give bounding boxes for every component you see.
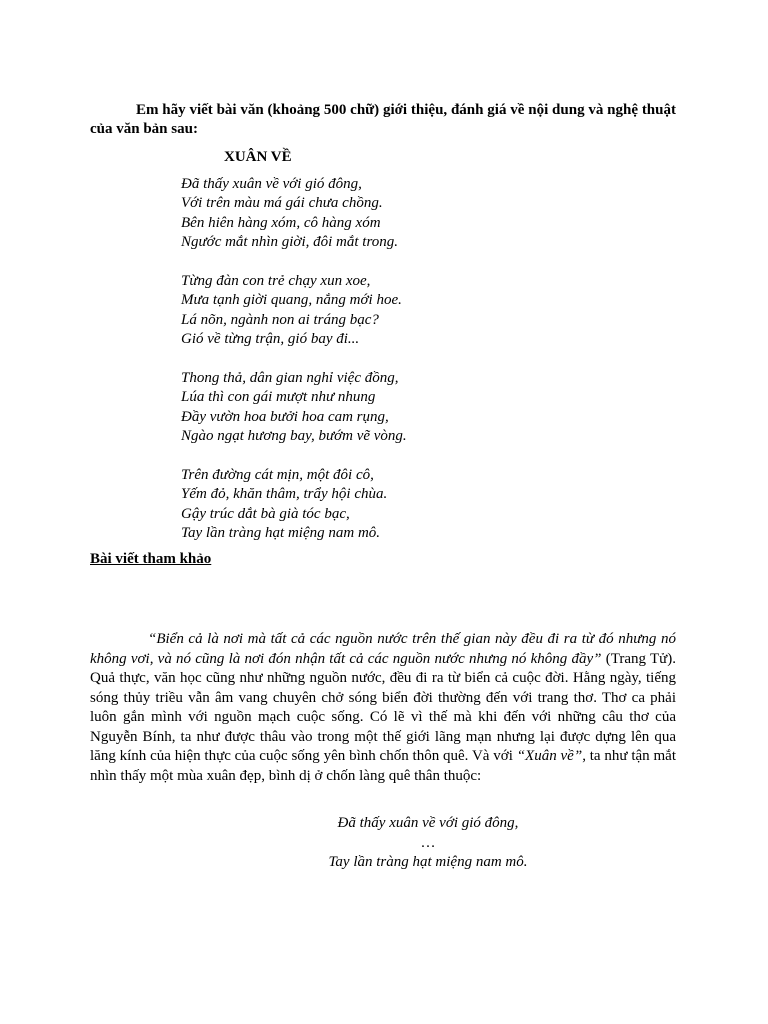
- quoted-verses: [218, 814, 638, 873]
- poem-line: Từng đàn con trẻ chạy xun xoe,: [181, 273, 371, 290]
- poem-line: Ngào ngạt hương bay, bướm vẽ vòng.: [181, 428, 407, 445]
- poem-line: Thong thả, dân gian nghỉ việc đồng,: [181, 370, 399, 387]
- quoted-line-1: Đã thấy xuân về với gió đông,: [337, 815, 519, 831]
- essay-poem-name: “Xuân về”: [516, 748, 583, 764]
- poem-line: Đã thấy xuân về với gió đông,: [181, 176, 362, 192]
- poem-body: [181, 175, 581, 563]
- poem-stanza-4: [181, 466, 581, 544]
- poem-line: Gậy trúc dắt bà già tóc bạc,: [181, 505, 350, 522]
- poem-line: Lá nõn, ngành non ai tráng bạc?: [181, 311, 379, 328]
- quoted-line-2: Tay lần tràng hạt miệng nam mô.: [328, 854, 528, 870]
- poem-line: Tay lần tràng hạt miệng nam mô.: [181, 525, 381, 542]
- assignment-prompt: Em hãy viết bài văn (khoảng 500 chữ) giới thiệu, đánh giá về nội dung và nghệ thuật của văn bản sau:: [90, 102, 676, 137]
- poem-line: Lúa thì con gái mượt như nhung: [181, 389, 376, 406]
- poem-line: Đầy vườn hoa bưởi hoa cam rụng,: [181, 408, 389, 425]
- poem-stanza-3: [181, 369, 581, 447]
- poem-stanza-2: [181, 272, 581, 350]
- poem-title: XUÂN VỀ: [224, 149, 292, 165]
- quoted-ellipsis: …: [420, 834, 436, 851]
- reference-heading: Bài viết tham khảo: [90, 551, 212, 567]
- poem-line: Ngước mắt nhìn giời, đôi mắt trong.: [181, 234, 398, 251]
- poem-stanza-1: [181, 175, 581, 253]
- essay-paragraph: [90, 630, 676, 786]
- poem-line: Với trên màu má gái chưa chồng.: [181, 195, 383, 212]
- poem-line: Gió về từng trận, gió bay đi...: [181, 331, 360, 348]
- poem-line: Yếm đỏ, khăn thâm, trẩy hội chùa.: [181, 486, 388, 503]
- poem-line: Bên hiên hàng xóm, cô hàng xóm: [181, 214, 381, 231]
- essay-text-part-2: , ta như tận mắt nhìn thấy một mùa xuân đẹp, bình dị ở chốn làng quê thân thuộc:: [90, 748, 676, 784]
- poem-line: Mưa tạnh giời quang, nắng mới hoe.: [181, 292, 402, 309]
- essay-opening-quote: “Biển cả là nơi mà tất cả các nguồn nước trên thế gian này đều đi ra từ đó nhưng nó không vơi, và nó cũng là nơi đón nhận tất cả các nguồn nước nhưng nó không đầy”: [90, 631, 676, 667]
- poem-line: Trên đường cát mịn, một đôi cô,: [181, 467, 374, 484]
- essay-text-part-1: (Trang Tử). Quả thực, văn học cũng như những nguồn nước, đều đi ra từ biển cả cuộc đời. Hằng ngày, tiếng sóng thủy triều vẫn âm vang chuyên chở sóng biển đời thường đến với trang thơ. Thơ ca phải luôn gắn mình với nguồn mạch cuộc sống. Có lẽ vì thế mà khi đến với những câu thơ của Nguyễn Bính, ta như được thâu vào trong một thế giới lãng mạn nhưng lại được dựng lên qua lăng kính của hiện thực của cuộc sống yên bình chốn thôn quê. Và với: [90, 650, 676, 764]
